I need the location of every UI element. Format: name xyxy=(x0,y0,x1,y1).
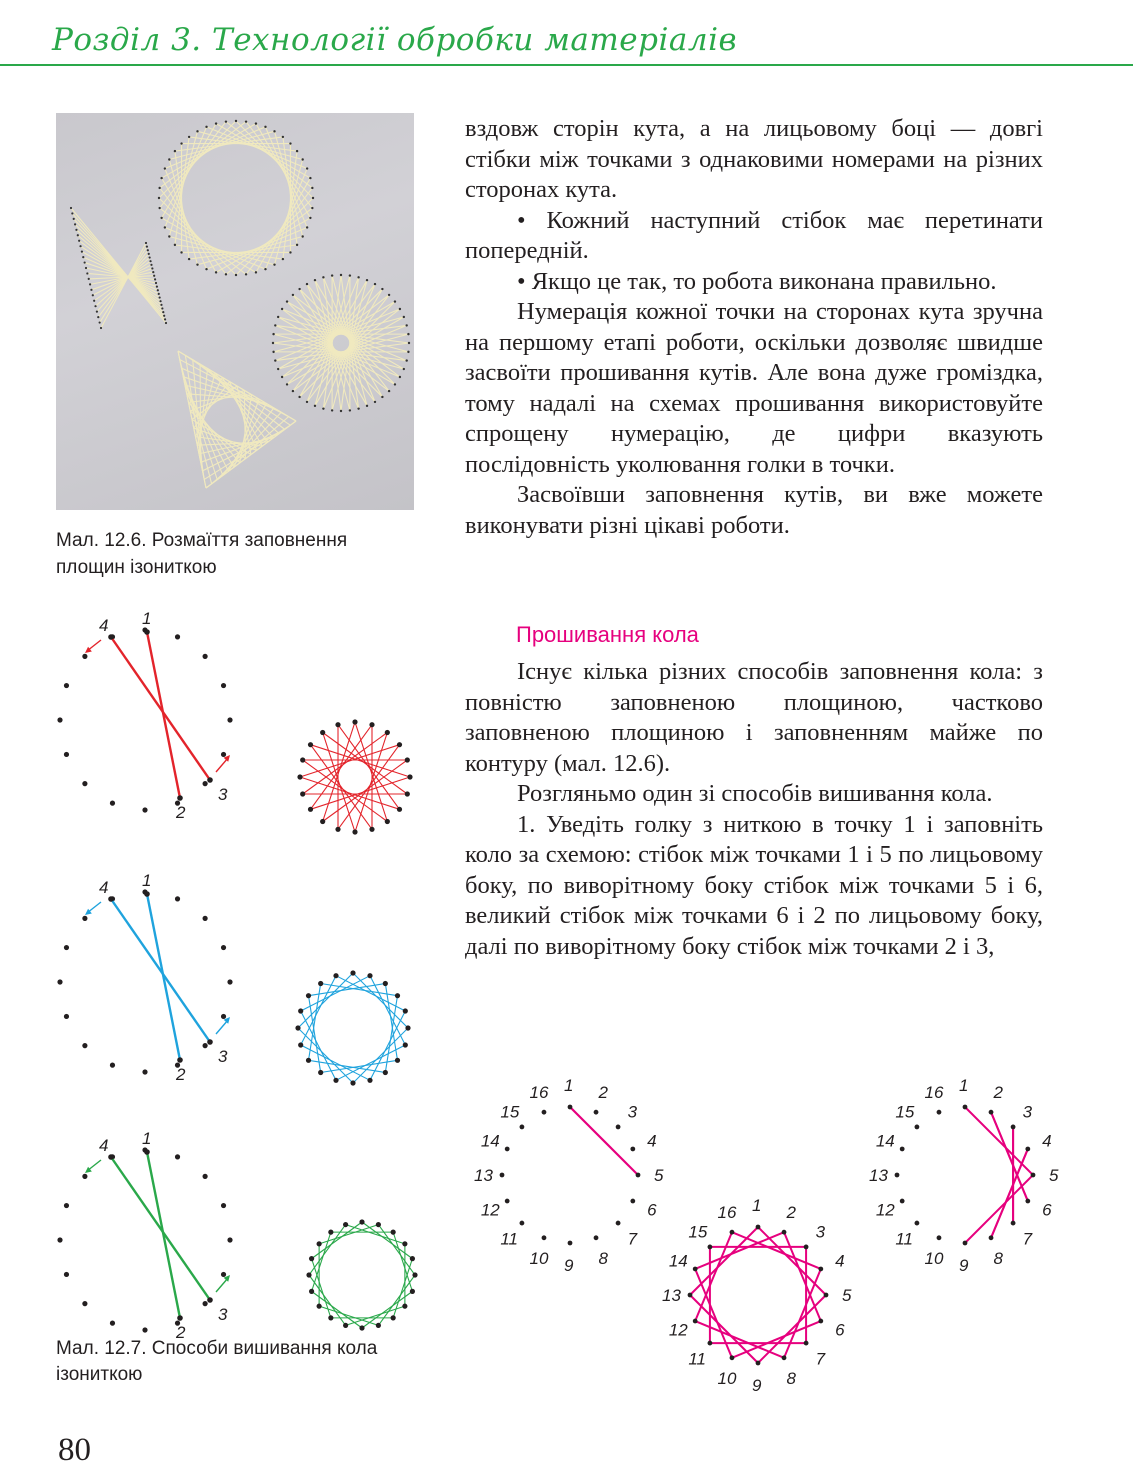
label-2: 2 xyxy=(176,803,186,822)
label-1: 1 xyxy=(142,1129,152,1148)
stitch-point xyxy=(804,1245,809,1250)
stitch-point xyxy=(82,1301,87,1306)
stitch-point xyxy=(144,629,150,635)
stitch-point xyxy=(594,1110,599,1115)
stitch-point xyxy=(937,1235,942,1240)
stitch-point xyxy=(175,896,180,901)
bullet-item: • Кожний наступний стібок має перетинати попередній. xyxy=(465,206,1043,264)
stitch-point xyxy=(298,1008,303,1013)
stitch-point xyxy=(756,1361,761,1366)
point-number: 1 xyxy=(564,1076,574,1095)
stitch-point xyxy=(900,1199,905,1204)
stitch-point xyxy=(82,654,87,659)
stitch-point xyxy=(318,981,323,986)
stitch-point xyxy=(395,993,400,998)
stitch-point xyxy=(963,1241,968,1246)
stitch-point xyxy=(1031,1173,1036,1178)
point-number: 5 xyxy=(842,1286,852,1305)
stitch-point xyxy=(64,683,69,688)
stitch-point xyxy=(505,1147,510,1152)
stitch-point xyxy=(308,807,313,812)
stitch-point xyxy=(175,634,180,639)
stitch-point xyxy=(505,1199,510,1204)
point-number: 14 xyxy=(875,1131,895,1151)
stitch-point xyxy=(369,827,374,832)
stitch-point xyxy=(142,1327,147,1332)
stitch-point xyxy=(824,1293,829,1298)
stitch-point xyxy=(352,829,357,834)
stitch-point xyxy=(57,717,62,722)
stitch-point xyxy=(333,1078,338,1083)
point-number: 8 xyxy=(993,1249,1003,1269)
stitch-point xyxy=(343,1222,348,1227)
stitch-point xyxy=(64,1203,69,1208)
stitch-point xyxy=(144,1149,150,1155)
stitch-point xyxy=(82,1174,87,1179)
point-number: 10 xyxy=(717,1369,737,1389)
point-number: 9 xyxy=(564,1256,574,1275)
stitch-point xyxy=(385,819,390,824)
string-art-triangle xyxy=(178,351,296,488)
green-star-pattern xyxy=(309,1222,415,1328)
stitch-point xyxy=(298,1042,303,1047)
stitch-point xyxy=(350,970,355,975)
point-number: 16 xyxy=(529,1082,549,1102)
point-number: 3 xyxy=(627,1102,638,1122)
stitch-point xyxy=(397,807,402,812)
stitch-point xyxy=(542,1110,547,1115)
stitch-point xyxy=(203,916,208,921)
stitch-point xyxy=(693,1319,698,1324)
stitch-point xyxy=(915,1221,920,1226)
text-block-1 xyxy=(465,114,1043,541)
label-1: 1 xyxy=(142,871,152,890)
stitch-point xyxy=(335,722,340,727)
stitch-point xyxy=(405,791,410,796)
stitch-point xyxy=(383,1070,388,1075)
label-1: 1 xyxy=(142,609,152,628)
red-star-pattern xyxy=(300,722,410,832)
stitch-point xyxy=(500,1173,505,1178)
stitch-point xyxy=(144,891,150,897)
point-number: 16 xyxy=(924,1082,944,1102)
stitch-point xyxy=(385,730,390,735)
stitch-point xyxy=(359,1219,364,1224)
stitch-point xyxy=(221,683,226,688)
stitch-point xyxy=(410,1256,415,1261)
stitch-point xyxy=(410,1289,415,1294)
point-number: 2 xyxy=(598,1082,608,1102)
stitch-point xyxy=(82,916,87,921)
stitch-point xyxy=(403,1042,408,1047)
text-block-2 xyxy=(465,657,1043,962)
stitch-point xyxy=(915,1125,920,1130)
stitch-point xyxy=(402,1304,407,1309)
label-4: 4 xyxy=(99,1136,109,1155)
stitch-point xyxy=(407,774,412,779)
stitch-point xyxy=(367,973,372,978)
red-diagram-stitch-3-4 xyxy=(111,637,210,780)
stitch-point xyxy=(320,819,325,824)
stitch-point xyxy=(306,1272,311,1277)
stitch-point xyxy=(818,1319,823,1324)
stitch-point xyxy=(175,1154,180,1159)
point-number: 8 xyxy=(786,1369,796,1389)
figure-12-6-caption-1: Мал. 12.6. Розмаїття заповнення xyxy=(56,530,348,551)
point-number: 2 xyxy=(993,1082,1003,1102)
stitch-point xyxy=(207,1297,213,1303)
stitch-point xyxy=(203,1301,208,1306)
stitch-point xyxy=(227,717,232,722)
blue-star-pattern xyxy=(298,973,408,1083)
point-number: 15 xyxy=(500,1102,520,1122)
stitch-point xyxy=(142,1069,147,1074)
point-number: 1 xyxy=(752,1196,762,1215)
point-number: 4 xyxy=(1042,1131,1052,1151)
paragraph: Розгляньмо один зі способів вишивання кола. xyxy=(517,780,993,807)
point-number: 12 xyxy=(480,1200,500,1220)
stitch-point xyxy=(403,1008,408,1013)
stitch-point xyxy=(708,1341,713,1346)
label-2: 2 xyxy=(176,1065,186,1084)
point-number: 13 xyxy=(474,1166,493,1185)
stitch-point xyxy=(730,1355,735,1360)
stitch-point xyxy=(82,781,87,786)
stitch-point xyxy=(804,1341,809,1346)
blue-diagram-stitch-1-2 xyxy=(147,894,180,1060)
bullet-item: • Якщо це так, то робота виконана правильно. xyxy=(517,267,997,295)
point-number: 8 xyxy=(598,1249,608,1269)
stitch-point xyxy=(359,1325,364,1330)
label-3: 3 xyxy=(218,785,228,804)
point-number: 10 xyxy=(924,1249,944,1269)
point-number: 15 xyxy=(895,1102,915,1122)
arrow-line xyxy=(216,1278,228,1292)
point-number: 14 xyxy=(668,1251,688,1271)
stitch-point xyxy=(309,1256,314,1261)
string-art-photo xyxy=(56,113,414,510)
page-number: 80 xyxy=(58,1432,91,1468)
stitch-point xyxy=(177,1057,183,1063)
point-number: 11 xyxy=(895,1229,914,1249)
stitch-point xyxy=(221,945,226,950)
point-number: 1 xyxy=(959,1076,969,1095)
section-heading: Прошивання кола xyxy=(516,622,699,647)
stitch-point xyxy=(295,1025,300,1030)
stitch-point xyxy=(391,1315,396,1320)
paragraph: 1. Уведіть голку з ниткою в точку 1 і заповніть коло за схемою: стібок між точками 1 і 5 по лицьовому боку, по виворітному боку стібок між точками 5 і 6, великий стібок між точками 6 і 2 по лицьовому боку, далі по виворітному боку стібок між точками 2 і 3, xyxy=(465,810,1043,960)
fan-stitches xyxy=(965,1107,1033,1243)
stitch-point xyxy=(82,1043,87,1048)
stitch-point xyxy=(782,1230,787,1235)
green-diagram-stitch-3-4 xyxy=(111,1157,210,1300)
stitch-point xyxy=(989,1110,994,1115)
stitch-point xyxy=(64,1272,69,1277)
paragraph: Засвоївши заповнення кутів, ви вже можете виконувати різні цікаві роботи. xyxy=(465,481,1043,539)
stitch-point xyxy=(203,1174,208,1179)
point-number: 7 xyxy=(627,1229,638,1249)
circle-stitch-diagrams xyxy=(40,609,460,1380)
stitch-point xyxy=(756,1225,761,1230)
point-number: 3 xyxy=(1022,1102,1033,1122)
stitch-point xyxy=(352,719,357,724)
stitch-point xyxy=(328,1230,333,1235)
stitch-point xyxy=(630,1147,635,1152)
stitch-point xyxy=(730,1230,735,1235)
stitch-point xyxy=(221,1272,226,1277)
point-number: 12 xyxy=(875,1200,895,1220)
stitch-point xyxy=(227,979,232,984)
stitch-point xyxy=(405,757,410,762)
label-3: 3 xyxy=(218,1047,228,1066)
stitch-point xyxy=(520,1221,525,1226)
point-number: 11 xyxy=(500,1229,519,1249)
stitch-point xyxy=(300,757,305,762)
stitch-point xyxy=(207,777,213,783)
stitch-point xyxy=(397,742,402,747)
stitch-point xyxy=(900,1147,905,1152)
label-4: 4 xyxy=(99,616,109,635)
stitch-point xyxy=(895,1173,900,1178)
stitch-point xyxy=(328,1315,333,1320)
stitch-point xyxy=(989,1235,994,1240)
figure-12-7-caption-2: ізониткою xyxy=(56,1364,143,1385)
stitch-point xyxy=(1011,1221,1016,1226)
stitch-point xyxy=(688,1293,693,1298)
stitch-point xyxy=(221,1203,226,1208)
stitch-point xyxy=(708,1245,713,1250)
point-number: 13 xyxy=(662,1286,681,1305)
stitch-point xyxy=(1011,1125,1016,1130)
stitch-point xyxy=(333,973,338,978)
stitch-point xyxy=(57,979,62,984)
stitch-point xyxy=(110,801,115,806)
stitch-point xyxy=(207,1039,213,1045)
stitch-point xyxy=(64,752,69,757)
point-number: 6 xyxy=(835,1320,845,1340)
figure-12-6-caption-2: площин ізониткою xyxy=(56,557,217,578)
stitch-point xyxy=(227,1237,232,1242)
stitch-point xyxy=(64,1014,69,1019)
stitch-point xyxy=(309,1289,314,1294)
arrow-line xyxy=(216,1020,228,1034)
stitch-point xyxy=(203,1043,208,1048)
point-number: 3 xyxy=(815,1222,826,1242)
paragraph: Існує кілька різних способів заповнення кола: з повністю заповненою площиною, частково заповненою площиною і заповненням майже по контуру (мал. 12.6). xyxy=(465,658,1043,777)
stitch-point xyxy=(306,993,311,998)
point-number: 2 xyxy=(786,1202,796,1222)
stitch-point xyxy=(636,1173,641,1178)
stitch-point xyxy=(412,1272,417,1277)
header-rule xyxy=(0,64,1133,66)
stitch-point xyxy=(318,1070,323,1075)
stitch-point xyxy=(542,1235,547,1240)
stitch-point xyxy=(630,1199,635,1204)
stitch-point xyxy=(110,1063,115,1068)
point-number: 6 xyxy=(647,1200,657,1220)
stitch-point xyxy=(616,1221,621,1226)
point-number: 13 xyxy=(869,1166,888,1185)
stitch-point xyxy=(616,1125,621,1130)
paragraph: вздовж сторін кута, а на лицьовому боці — довгі стібки між точками з однаковими номерами на різних сторонах кута. xyxy=(465,115,1043,203)
stitch-point xyxy=(108,1154,114,1160)
point-number: 16 xyxy=(717,1202,737,1222)
stitch-point xyxy=(369,722,374,727)
stitch-point xyxy=(335,827,340,832)
paragraph: Нумерація кожної точки на сторонах кута зручна на першому етапі роботи, оскільки дозволяє швидше засвоїти прошивання кутів. Але вона дуже громіздка, тому надалі на схемах прошивання використовуйте спрощену нумерацію, де цифри вказують послідовність уколювання голки в точки. xyxy=(465,298,1043,478)
stitch-point xyxy=(376,1222,381,1227)
label-2: 2 xyxy=(176,1323,186,1342)
stitch-point xyxy=(306,1058,311,1063)
point-number: 11 xyxy=(688,1349,707,1369)
stitch-point xyxy=(177,795,183,801)
stitch-point xyxy=(300,791,305,796)
point-number: 15 xyxy=(688,1222,708,1242)
point-number: 5 xyxy=(654,1166,664,1185)
stitch-point xyxy=(568,1105,573,1110)
figure-12-7-caption-1: Мал. 12.7. Способи вишивання кола xyxy=(56,1338,378,1359)
stitch-point xyxy=(110,1321,115,1326)
stitch-point xyxy=(142,807,147,812)
stitch-point xyxy=(221,1014,226,1019)
stitch-point xyxy=(963,1105,968,1110)
green-diagram-stitch-1-2 xyxy=(147,1152,180,1318)
blue-diagram-stitch-3-4 xyxy=(111,899,210,1042)
stitch-point xyxy=(297,774,302,779)
stitch-point xyxy=(177,1315,183,1321)
point-number: 12 xyxy=(668,1320,688,1340)
point-number: 7 xyxy=(1022,1229,1033,1249)
stitch-point xyxy=(203,781,208,786)
point-number: 4 xyxy=(647,1131,657,1151)
stitch-point xyxy=(203,654,208,659)
stitch-point xyxy=(405,1025,410,1030)
stitch-point xyxy=(594,1235,599,1240)
stitch-point xyxy=(782,1355,787,1360)
point-number: 14 xyxy=(480,1131,500,1151)
stitch-point xyxy=(818,1267,823,1272)
point-number: 5 xyxy=(1049,1166,1059,1185)
numbered-circle-diagrams xyxy=(460,1065,1080,1395)
arrow-line xyxy=(216,758,228,772)
label-4: 4 xyxy=(99,878,109,897)
stitch-point xyxy=(402,1241,407,1246)
stitch-point xyxy=(317,1304,322,1309)
stitch-point xyxy=(108,634,114,640)
stitch-point xyxy=(317,1241,322,1246)
stitch-point xyxy=(367,1078,372,1083)
point-number: 10 xyxy=(529,1249,549,1269)
point-number: 7 xyxy=(815,1349,826,1369)
stitch-point xyxy=(64,945,69,950)
label-3: 3 xyxy=(218,1305,228,1324)
stitch-point xyxy=(1025,1147,1030,1152)
chapter-header: Розділ 3. Технології обробки матеріалів xyxy=(52,22,738,58)
stitch-point xyxy=(693,1267,698,1272)
stitch-point xyxy=(391,1230,396,1235)
point-number: 9 xyxy=(959,1256,969,1275)
stitch-point xyxy=(221,752,226,757)
stitch-point xyxy=(320,730,325,735)
stitch-point xyxy=(937,1110,942,1115)
stitch-point xyxy=(57,1237,62,1242)
point-number: 6 xyxy=(1042,1200,1052,1220)
point-number: 9 xyxy=(752,1376,762,1395)
stitch-point xyxy=(108,896,114,902)
stitch-point xyxy=(395,1058,400,1063)
stitch-point xyxy=(568,1241,573,1246)
stitch-point xyxy=(343,1323,348,1328)
stitch-point xyxy=(1025,1199,1030,1204)
stitch-point xyxy=(350,1080,355,1085)
point-number: 4 xyxy=(835,1251,845,1271)
stitch-point xyxy=(376,1323,381,1328)
stitch-point xyxy=(383,981,388,986)
stitch-point xyxy=(520,1125,525,1130)
red-diagram-stitch-1-2 xyxy=(147,632,180,798)
stitch-point xyxy=(308,742,313,747)
